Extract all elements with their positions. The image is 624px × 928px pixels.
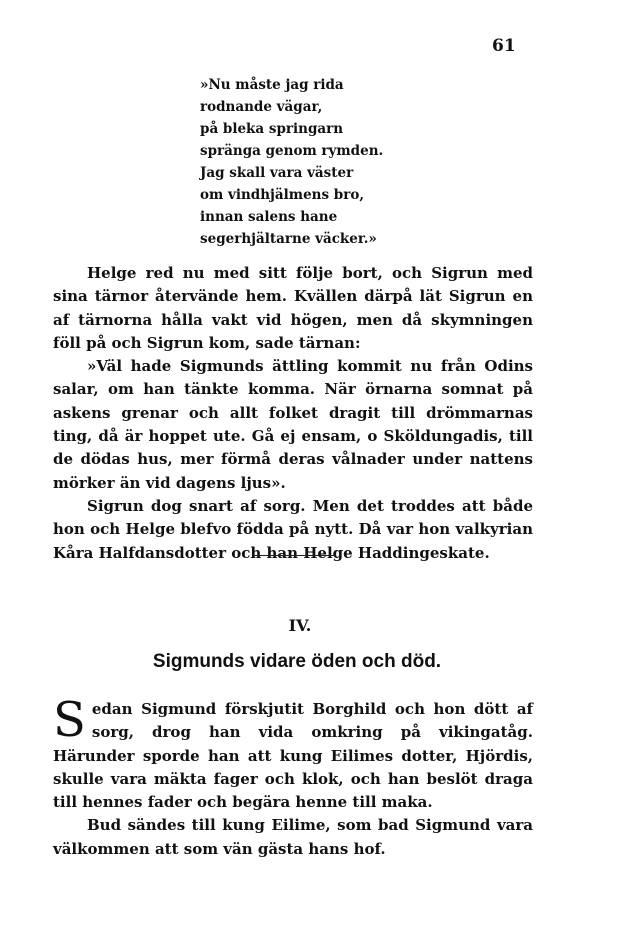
- chapter-text: [53, 692, 533, 861]
- poem-line: om vindhjälmens bro,: [200, 187, 365, 203]
- drop-cap: S: [53, 692, 86, 748]
- poem-line: segerhjältarne väcker.»: [200, 231, 377, 247]
- section-divider: [254, 555, 336, 556]
- page-number: 61: [492, 36, 516, 56]
- paragraph: Bud sändes till kung Eilime, som bad Sigmund vara välkommen att som vän gästa hans hof.: [53, 816, 533, 858]
- paragraph: »Väl hade Sigmunds ättling kommit nu från Odins salar, om han tänkte komma. När örnarna somnat på askens grenar och allt folket dragit till drömmarnas ting, då är hoppet ute. Gå ej ensam, o Sköldungadis, till de dödas hus, mer förmå deras vålnader under nattens mörker än vid dagens ljus».: [53, 357, 533, 492]
- poem-line: rodnande vägar,: [200, 99, 323, 115]
- poem-line: Jag skall vara väster: [200, 165, 354, 181]
- poem-line: innan salens hane: [200, 209, 338, 225]
- poem-stanza: [200, 74, 383, 250]
- poem-line: »Nu måste jag rida: [200, 77, 344, 93]
- chapter-title: Sigmunds vidare öden och död.: [152, 651, 442, 672]
- poem-line: på bleka springarn: [200, 121, 344, 137]
- section-text: [53, 262, 533, 565]
- chapter-number: IV.: [288, 616, 312, 635]
- paragraph: [53, 692, 533, 814]
- paragraph-text: edan Sigmund förskjutit Borghild och hon dött af sorg, drog han vida omkring på vikingatåg. Härunder sporde han att kung Eilimes dotter, Hjördis, skulle vara mäkta fager och klok, och han beslöt draga till hennes fader och begära henne till maka.: [53, 700, 533, 812]
- paragraph: Sigrun dog snart af sorg. Men det troddes att både hon och Helge blefvo födda på nytt. Då var hon valkyrian Kåra Halfdansdotter och han Helge Haddingeskate.: [53, 496, 533, 562]
- paragraph: Helge red nu med sitt följe bort, och Sigrun med sina tärnor återvände hem. Kvällen därpå lät Sigrun en af tärnorna hålla vakt vid högen, men då skymningen föll på och Sigrun kom, sade tärnan:: [53, 264, 533, 352]
- poem-line: spränga genom rymden.: [200, 143, 384, 159]
